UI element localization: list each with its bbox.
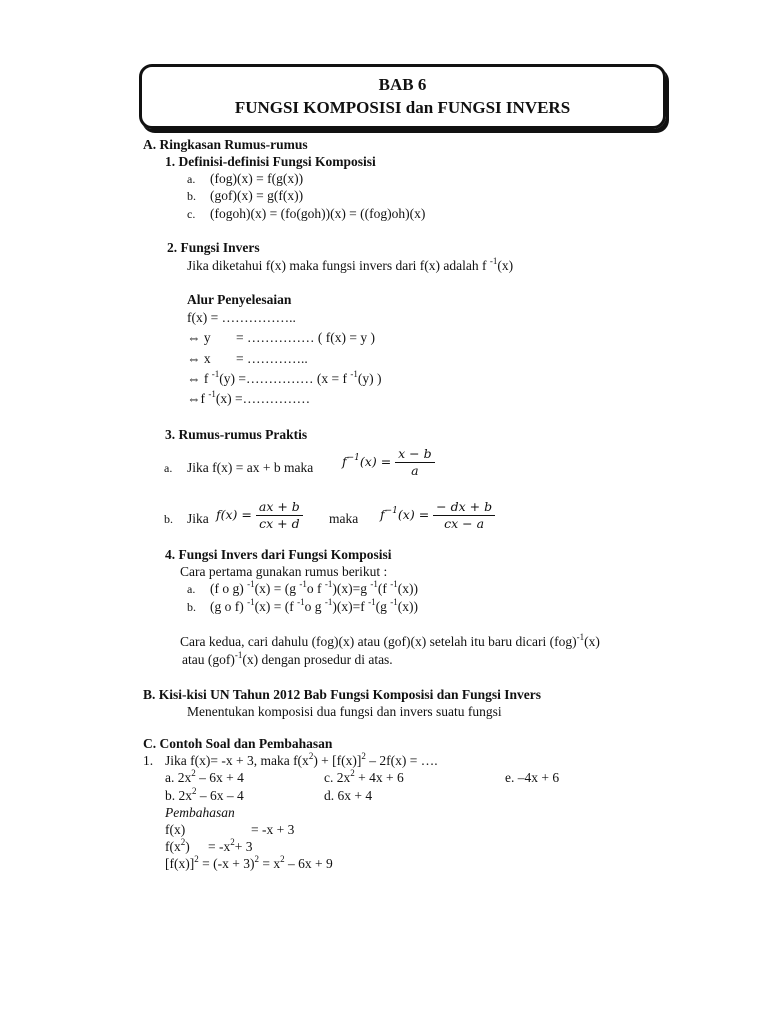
alur-step-3-value: = ………….. bbox=[236, 351, 308, 366]
option-a: a. $2x^2 - 6x + 4$ bbox=[165, 768, 244, 785]
solution-line-1-value: = -x + 3 bbox=[251, 822, 295, 837]
sub2-heading: 2. Fungsi Invers bbox=[167, 240, 260, 255]
definition-item: (fog)(x) = f(g(x)) bbox=[210, 171, 304, 186]
list-marker: a. bbox=[187, 172, 196, 186]
solution-line-2-value: = $-x^2+ 3$ bbox=[208, 837, 253, 854]
inverse-composition-a: (f o g) $^{-1}$(x) = (g $^{-1}$o f $^{-1}$)(x)=g $^{-1}$(f $^{-1}$(x)) bbox=[210, 579, 418, 596]
cara-kedua-line-2: atau (gof)$^{-1}$(x) dengan prosedur di atas. bbox=[182, 650, 393, 667]
option-b: b. $2x^2 - 6x - 4$ bbox=[165, 786, 244, 803]
kisi-kisi-text: Menentukan komposisi dua fungsi dan invers suatu fungsi bbox=[187, 704, 502, 719]
sub4-heading: 4. Fungsi Invers dari Fungsi Komposisi bbox=[165, 547, 392, 562]
list-marker: a. bbox=[164, 461, 173, 475]
definition-item: (fogoh)(x) = (fo(goh))(x) = ((fog)oh)(x) bbox=[210, 206, 426, 221]
alur-step-5: ⇔f $^{-1}$(x) =…………… bbox=[187, 389, 311, 406]
question-1-text: Jika f(x)= -x + 3, maka $f(x^2) + [f(x)]^2 - 2f(x)$ = …. bbox=[165, 751, 438, 768]
list-marker: b. bbox=[187, 189, 196, 203]
practical-formula-b-function: f(x) = $\frac{ax + b}{cx + d}$ bbox=[216, 500, 303, 531]
section-a-heading: A. Ringkasan Rumus-rumus bbox=[143, 137, 308, 152]
chapter-number: BAB 6 bbox=[378, 75, 427, 94]
cara-kedua-line-1: Cara kedua, cari dahulu (fog)(x) atau (gof)(x) setelah itu baru dicari (fog)$^{-1}$(x) bbox=[180, 632, 600, 649]
maka-label: maka bbox=[329, 511, 359, 526]
practical-formula-b-text: Jika bbox=[187, 511, 209, 526]
list-marker: b. bbox=[187, 600, 196, 614]
option-e: e. –4x + 6 bbox=[505, 770, 560, 785]
sub1-heading: 1. Definisi-definisi Fungsi Komposisi bbox=[165, 154, 376, 169]
question-number: 1. bbox=[143, 753, 154, 768]
solution-line-1: f(x) bbox=[165, 822, 186, 837]
section-b-heading: B. Kisi-kisi UN Tahun 2012 Bab Fungsi Komposisi dan Fungsi Invers bbox=[143, 687, 542, 702]
definition-item: (gof)(x) = g(f(x)) bbox=[210, 188, 304, 203]
inverse-composition-b: (g o f) $^{-1}$(x) = (f $^{-1}$o g $^{-1}$)(x)=f $^{-1}$(g $^{-1}$(x)) bbox=[210, 597, 418, 614]
chapter-title: FUNGSI KOMPOSISI dan FUNGSI INVERS bbox=[234, 98, 571, 117]
alur-step-3: ⇔ x bbox=[187, 351, 211, 366]
practical-formula-b-inverse: $f^{-1}(x)$ = $\frac{- dx + b}{cx - a}$ bbox=[380, 500, 495, 531]
list-marker: a. bbox=[187, 582, 196, 596]
section-c-heading: C. Contoh Soal dan Pembahasan bbox=[143, 736, 333, 751]
practical-formula-a-text: Jika f(x) = ax + b maka bbox=[187, 460, 314, 475]
alur-step-2-value: = …………… ( f(x) = y ) bbox=[236, 330, 375, 345]
alur-step-1: f(x) = …………….. bbox=[187, 310, 296, 325]
inverse-intro: Jika diketahui f(x) maka fungsi invers dari f(x) adalah f $^{-1}$(x) bbox=[187, 256, 514, 273]
cara-pertama: Cara pertama gunakan rumus berikut : bbox=[180, 564, 388, 579]
list-marker: c. bbox=[187, 207, 196, 221]
list-marker: b. bbox=[164, 512, 173, 526]
solution-line-3: $[f(x)]^2 = (-x + 3)^2 = x^2 - 6x + 9$ bbox=[165, 854, 333, 871]
pembahasan-label: Pembahasan bbox=[165, 805, 235, 820]
alur-step-4: ⇔ f $^{-1}$(y) =…………… (x = f $^{-1}$(y) ) bbox=[187, 369, 382, 386]
option-c: c. $2x^2 + 4x + 6$ bbox=[324, 768, 404, 785]
practical-formula-a: $f^{-1}(x)$ = $\frac{x - b}{a}$ bbox=[342, 447, 435, 478]
alur-step-2: ⇔ y bbox=[187, 330, 211, 345]
chapter-title-box bbox=[139, 64, 666, 129]
alur-heading: Alur Penyelesaian bbox=[187, 292, 292, 307]
option-d: d. 6x + 4 bbox=[324, 788, 373, 803]
solution-line-2: $f(x^2)$ bbox=[165, 837, 190, 854]
sub3-heading: 3. Rumus-rumus Praktis bbox=[165, 427, 308, 442]
